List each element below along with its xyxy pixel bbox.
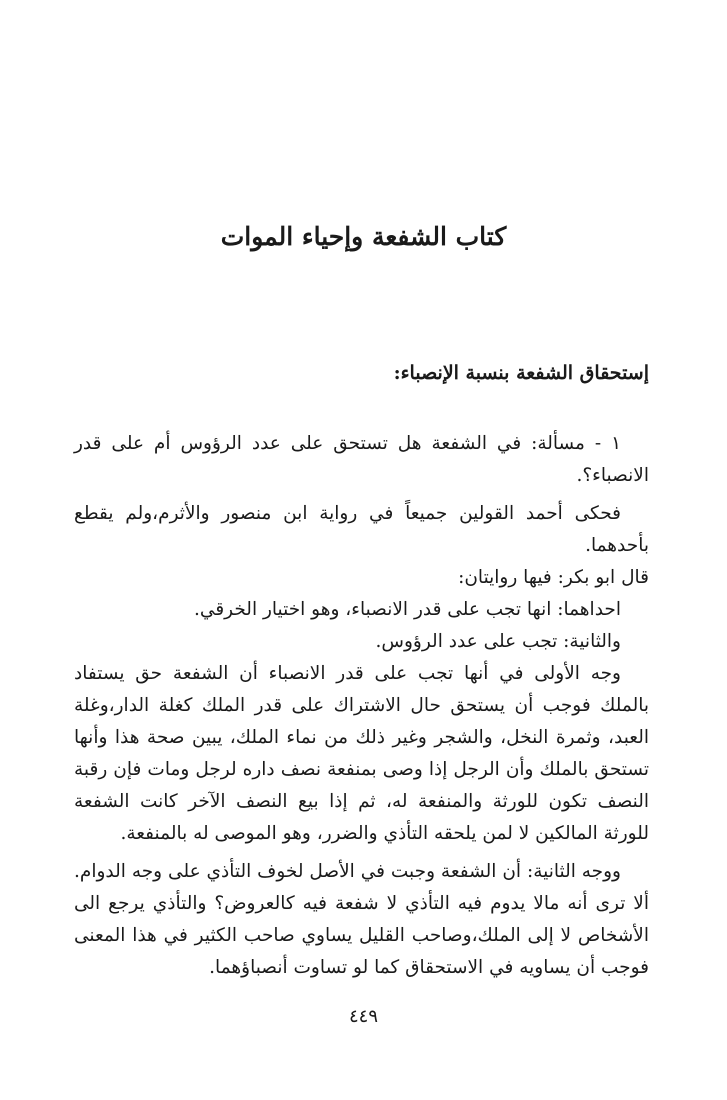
book-title: كتاب الشفعة وإحياء الموات [220, 222, 507, 251]
section-heading: إستحقاق الشفعة بنسبة الإنصباء: [393, 362, 649, 384]
body-text [74, 428, 649, 984]
page-number: ٤٤٩ [348, 1006, 378, 1027]
paragraph-second-argument: ووجه الثانية: أن الشفعة وجبت في الأصل لخوف التأذي على وجه الدوام. ألا ترى أنه مالا يدوم فيه التأذي لا شفعة فيه كالعروض؟ والتأذي يرجع الى الأشخاص لا إلى الملك،وصاحب القليل يساوي صاحب الكثير في هذا المعنى فوجب أن يساويه في الاستحقاق كما لو تساوت أنصباؤهما. [74, 861, 649, 978]
paragraph-narration: فحكى أحمد القولين جميعاً في رواية ابن منصور والأثرم،ولم يقطع بأحدهما. [74, 503, 649, 556]
paragraph-first-narration: احداهما: انها تجب على قدر الانصباء، وهو اختيار الخرقي. [194, 599, 621, 620]
paragraph-abu-bakr: قال ابو بكر: فيها روايتان: [458, 567, 649, 588]
paragraph-issue: ١ - مسألة: في الشفعة هل تستحق على عدد الرؤوس أم على قدر الانصباء؟. [74, 433, 649, 486]
paragraph-first-argument: وجه الأولى في أنها تجب على قدر الانصباء أن الشفعة حق يستفاد بالملك فوجب أن يستحق حال الاشتراك على قدر الملك كغلة الدار،وغلة العبد، وثمرة النخل، والشجر وغير ذلك من نماء الملك، يبين صحة هذا وأنها تستحق بالملك وأن الرجل إذا وصى بمنفعة نصف داره لرجل ومات فإن رقبة النصف تكون للورثة والمنفعة له، ثم إذا بيع النصف الآخر كانت الشفعة للورثة المالكين لا لمن يلحقه التأذي والضرر، وهو الموصى له بالمنفعة. [74, 663, 649, 844]
paragraph-second-narration: والثانية: تجب على عدد الرؤوس. [375, 631, 621, 652]
